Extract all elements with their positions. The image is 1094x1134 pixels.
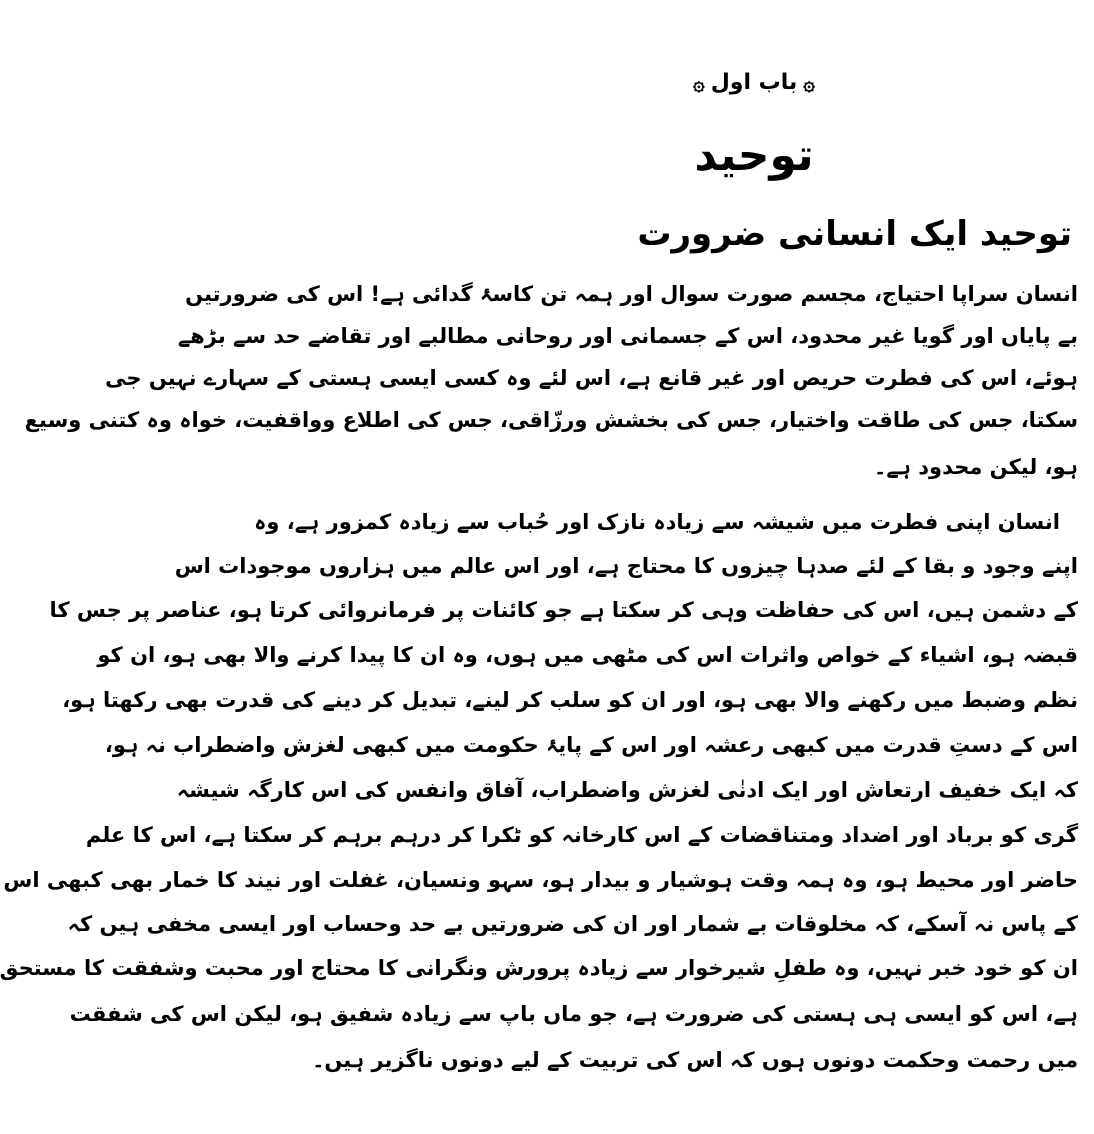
paragraph2-line-9: حاضر اور محیط ہو، وہ ہمہ وقت ہوشیار و بیدار ہو، سہو ونسیان، غفلت اور نیند کا خمار بھی کبھی اس [3, 868, 1078, 892]
paragraph2-line-11: ان کو خود خبر نہیں، وہ طفلِ شیرخوار سے زیادہ پرورش ونگرانی کا محتاج اور محبت وشفقت کا مستحق [0, 956, 1078, 980]
paragraph1-line-2: بے پایاں اور گویا غیر محدود، اس کے جسمانی اور روحانی مطالبے اور تقاضے حد سے بڑھے [177, 324, 1078, 348]
ornament-left-icon: ۞ [692, 71, 705, 95]
paragraph2-line-10: کے پاس نہ آسکے، کہ مخلوقات بے شمار اور ان کی ضرورتیں بے حد وحساب اور ایسی مخفی ہیں کہ [67, 912, 1078, 936]
chapter-title: توحید [694, 130, 814, 181]
paragraph2-line-8: گری کو برباد اور اضداد ومتناقضات کے اس کارخانہ کو ٹکرا کر درہم برہم کر سکتا ہے، اس کا علم [85, 823, 1078, 847]
paragraph2-line-1: انسان اپنی فطرت میں شیشہ سے زیادہ نازک اور حُباب سے زیادہ کمزور ہے، وہ [254, 510, 1060, 534]
paragraph2-line-12: ہے، اس کو ایسی ہی ہستی کی ضرورت ہے، جو ماں باپ سے زیادہ شفیق ہو، لیکن اس کی شفقت [69, 1002, 1078, 1026]
paragraph2-line-4: قبضہ ہو، اشیاء کے خواص واثرات اس کی مٹھی میں ہوں، وہ ان کا پیدا کرنے والا بھی ہو، ان کو [97, 643, 1078, 667]
paragraph1-line-5: ہو، لیکن محدود ہے۔ [874, 455, 1078, 479]
paragraph1-line-4: سکتا، جس کی طاقت واختیار، جس کی بخشش ورزّاقی، جس کی اطلاع وواقفیت، خواہ وہ کتنی وسیع [24, 408, 1078, 432]
chapter-label-text: باب اول [710, 70, 798, 95]
paragraph2-line-3: کے دشمن ہیں، اس کی حفاظت وہی کر سکتا ہے جو کائنات پر فرمانروائی کرتا ہو، عناصر پر جس کا [49, 598, 1078, 622]
section-heading: توحید ایک انسانی ضرورت [637, 214, 1072, 254]
paragraph2-line-7: کہ ایک خفیف ارتعاش اور ایک ادنٰی لغزش واضطراب، آفاق وانفس کی اس کارگہ شیشہ [176, 778, 1078, 802]
paragraph2-line-5: نظم وضبط میں رکھنے والا بھی ہو، اور ان کو سلب کر لینے، تبدیل کر دینے کی قدرت بھی رکھتا ہو، [62, 688, 1078, 712]
paragraph2-line-2: اپنے وجود و بقا کے لئے صدہا چیزوں کا محتاج ہے، اور اس عالم میں ہزاروں موجودات اس [174, 554, 1078, 578]
paragraph2-line-13: میں رحمت وحکمت دونوں ہوں کہ اس کی تربیت کے لیے دونوں ناگزیر ہیں۔ [312, 1048, 1078, 1072]
chapter-label [414, 70, 1094, 95]
paragraph2-line-6: اس کے دستِ قدرت میں کبھی رعشہ اور اس کے پایۂ حکومت میں کبھی لغزش واضطراب نہ ہو، [104, 733, 1078, 757]
paragraph1-line-1: انسان سراپا احتیاج، مجسم صورت سوال اور ہمہ تن کاسۂ گدائی ہے! اس کی ضرورتیں [185, 282, 1078, 306]
ornament-right-icon: ۞ [803, 71, 816, 95]
paragraph1-line-3: ہوئے، اس کی فطرت حریص اور غیر قانع ہے، اس لئے وہ کسی ایسی ہستی کے سہارے نہیں جی [105, 366, 1078, 390]
